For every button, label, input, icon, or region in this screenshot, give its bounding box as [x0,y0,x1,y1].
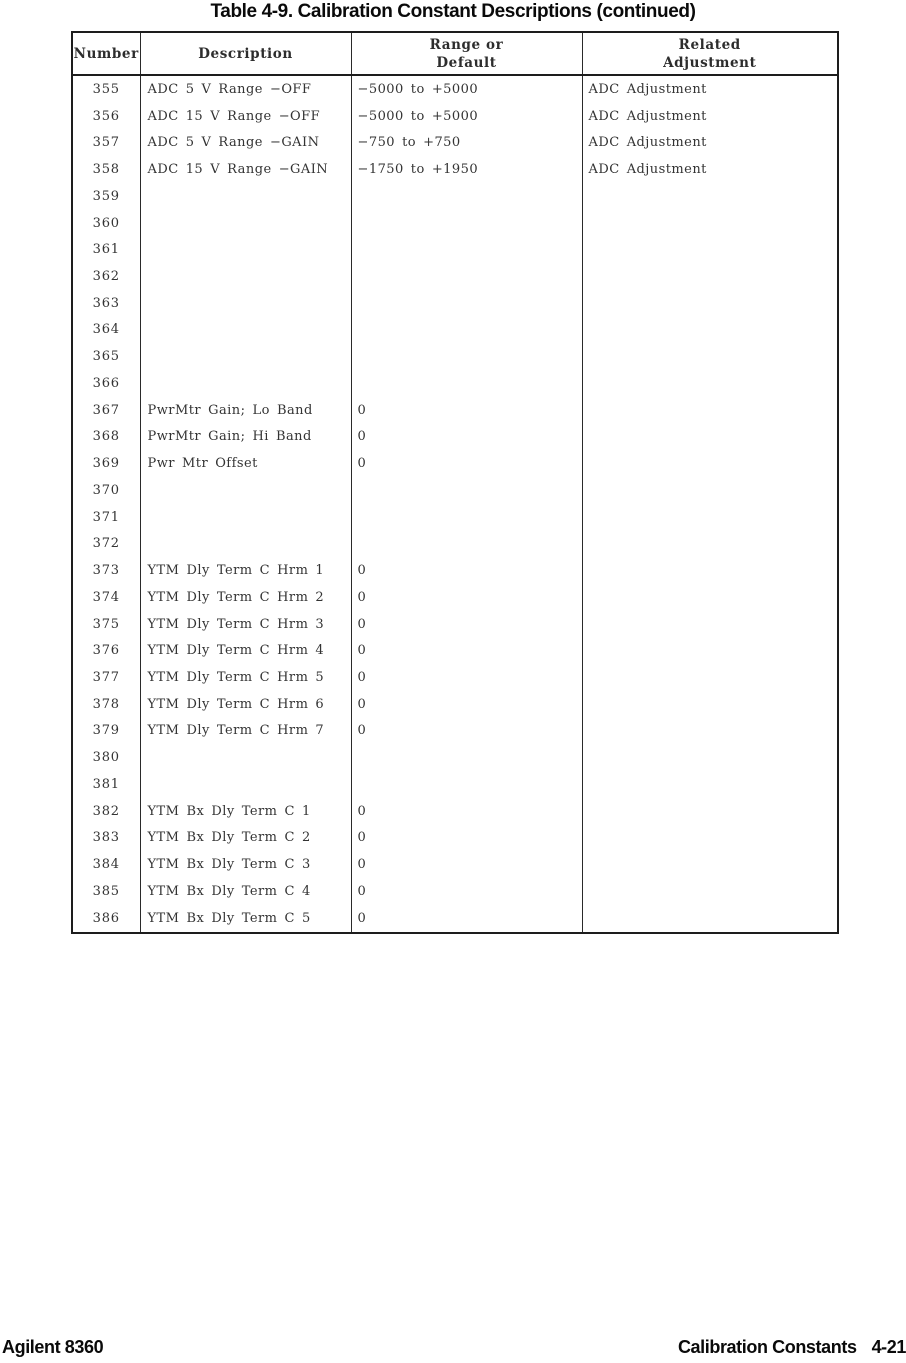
cell-related [582,691,838,718]
col-header-range-line1: Range or [429,36,504,53]
cell-number: 371 [92,509,120,525]
cell-description: YTM Dly Term C Hrm 7 [140,718,351,745]
cell-related: ADC Adjustment [582,103,838,130]
cell-description [140,530,351,557]
cell-number: 377 [92,670,120,686]
cell-number: 382 [92,803,120,819]
cell-number: 380 [92,750,120,766]
table-row [72,103,838,130]
table-row [72,397,838,424]
cell-related [582,798,838,825]
table-row [72,530,838,557]
cell-description: YTM Bx Dly Term C 1 [140,798,351,825]
cell-number: 361 [92,242,120,258]
table-row [72,691,838,718]
table-row [72,477,838,504]
cell-number: 355 [92,81,120,97]
col-header-related-line1: Related [678,36,741,53]
cell-range: 0 [351,718,582,745]
cell-related [582,557,838,584]
col-header-range [351,32,582,75]
cell-related [582,263,838,290]
header-row [72,32,838,75]
cell-number: 386 [92,910,120,926]
col-header-related-line2: Adjustment [663,54,757,71]
table-row [72,290,838,317]
cell-number: 372 [92,536,120,552]
table-row [72,183,838,210]
col-header-number-label: Number [73,45,139,62]
cell-description: PwrMtr Gain; Hi Band [140,424,351,451]
cell-related [582,530,838,557]
cell-range [351,477,582,504]
cell-related [582,825,838,852]
cell-number: 369 [92,456,120,472]
cell-description: YTM Dly Term C Hrm 5 [140,664,351,691]
cell-description: YTM Dly Term C Hrm 1 [140,557,351,584]
cell-related [582,744,838,771]
table-header [72,32,838,75]
col-header-related [582,32,838,75]
cell-description: YTM Bx Dly Term C 2 [140,825,351,852]
cell-description: ADC 15 V Range −GAIN [140,156,351,183]
cell-related [582,343,838,370]
cell-number: 381 [92,776,120,792]
table-row [72,504,838,531]
cell-range: 0 [351,825,582,852]
col-header-description-label: Description [198,45,293,62]
cell-range: 0 [351,450,582,477]
table-row [72,878,838,905]
cell-related [582,611,838,638]
cell-number: 374 [92,589,120,605]
table-row [72,370,838,397]
cell-description [140,317,351,344]
cell-range [351,183,582,210]
cell-range [351,317,582,344]
cell-related [582,878,838,905]
cell-related: ADC Adjustment [582,75,838,103]
table-row [72,611,838,638]
cell-range [351,290,582,317]
footer-right [678,1337,906,1358]
table-row [72,664,838,691]
cell-description: YTM Dly Term C Hrm 4 [140,637,351,664]
cell-number: 379 [92,723,120,739]
cell-related [582,370,838,397]
cell-related [582,504,838,531]
cell-description: YTM Dly Term C Hrm 2 [140,584,351,611]
footer-page-number: 4-21 [871,1337,906,1357]
cell-description: YTM Bx Dly Term C 3 [140,851,351,878]
table-row [72,343,838,370]
table-row [72,156,838,183]
footer-section-title: Calibration Constants [677,1337,857,1357]
cell-range: −5000 to +5000 [351,75,582,103]
cell-number: 356 [92,108,120,124]
cell-range [351,343,582,370]
cell-range: 0 [351,611,582,638]
cell-related [582,236,838,263]
cell-number: 384 [92,857,120,873]
cell-description [140,370,351,397]
cell-number: 365 [92,349,120,365]
cell-range: 0 [351,557,582,584]
cell-related [582,718,838,745]
cell-range: 0 [351,584,582,611]
table-row [72,75,838,103]
cell-number: 376 [92,643,120,659]
cell-range: 0 [351,878,582,905]
table-row [72,744,838,771]
cell-related [582,477,838,504]
cell-number: 378 [92,696,120,712]
cell-description [140,343,351,370]
table-row [72,317,838,344]
cell-range: 0 [351,691,582,718]
cell-range [351,236,582,263]
cell-number: 359 [92,188,120,204]
calibration-constants-table [71,31,839,934]
cell-number: 367 [92,402,120,418]
table-row [72,718,838,745]
cell-related: ADC Adjustment [582,156,838,183]
cell-related [582,290,838,317]
cell-range [351,370,582,397]
page-title: Table 4-9. Calibration Constant Descriptions (continued) [210,1,696,22]
cell-number: 357 [92,135,120,151]
cell-range: −1750 to +1950 [351,156,582,183]
cell-number: 385 [92,883,120,899]
cell-description: PwrMtr Gain; Lo Band [140,397,351,424]
col-header-number [72,32,140,75]
cell-description: YTM Dly Term C Hrm 3 [140,611,351,638]
table-row [72,637,838,664]
cell-number: 373 [92,563,120,579]
table-row [72,798,838,825]
cell-description: YTM Bx Dly Term C 4 [140,878,351,905]
cell-description: YTM Dly Term C Hrm 6 [140,691,351,718]
cell-description [140,771,351,798]
cell-range: 0 [351,637,582,664]
cell-range: 0 [351,905,582,933]
table-row [72,771,838,798]
cell-number: 363 [92,295,120,311]
table-row [72,450,838,477]
table-row [72,851,838,878]
cell-range [351,210,582,237]
cell-range [351,263,582,290]
cell-description [140,263,351,290]
cell-related [582,317,838,344]
cell-range: 0 [351,424,582,451]
cell-range: 0 [351,851,582,878]
cell-description [140,744,351,771]
cell-number: 383 [92,830,120,846]
table-row [72,424,838,451]
cell-number: 364 [92,322,120,338]
cell-related [582,584,838,611]
cell-range [351,504,582,531]
table-row [72,584,838,611]
cell-number: 358 [92,162,120,178]
cell-description: YTM Bx Dly Term C 5 [140,905,351,933]
cell-description: ADC 5 V Range −OFF [140,75,351,103]
cell-number: 360 [92,215,120,231]
cell-related [582,424,838,451]
cell-related [582,851,838,878]
table-row [72,905,838,933]
cell-range: 0 [351,798,582,825]
cell-range [351,744,582,771]
col-header-range-line2: Default [436,54,497,71]
table-row [72,557,838,584]
cell-description [140,290,351,317]
cell-number: 366 [92,375,120,391]
cell-range: −5000 to +5000 [351,103,582,130]
cell-related [582,183,838,210]
cell-related [582,664,838,691]
table-row [72,825,838,852]
cell-related [582,905,838,933]
cell-related [582,450,838,477]
cell-range: −750 to +750 [351,129,582,156]
page-footer [0,1337,906,1358]
cell-range [351,771,582,798]
cell-description [140,183,351,210]
cell-number: 368 [92,429,120,445]
cell-number: 375 [92,616,120,632]
cell-description: Pwr Mtr Offset [140,450,351,477]
cell-related [582,210,838,237]
cell-description: ADC 15 V Range −OFF [140,103,351,130]
table-body [72,75,838,933]
table-row [72,129,838,156]
cell-description [140,210,351,237]
cell-description [140,504,351,531]
table-row [72,236,838,263]
cell-number: 362 [92,269,120,284]
cell-related [582,771,838,798]
cell-description [140,477,351,504]
cell-range [351,530,582,557]
col-header-description [140,32,351,75]
cell-range: 0 [351,664,582,691]
cell-description [140,236,351,263]
cell-related [582,397,838,424]
footer-product-name: Agilent 8360 [2,1337,104,1357]
cell-description: ADC 5 V Range −GAIN [140,129,351,156]
cell-related: ADC Adjustment [582,129,838,156]
cell-range: 0 [351,397,582,424]
table-row [72,210,838,237]
table-row [72,263,838,290]
cell-number: 370 [92,482,120,498]
cell-related [582,637,838,664]
